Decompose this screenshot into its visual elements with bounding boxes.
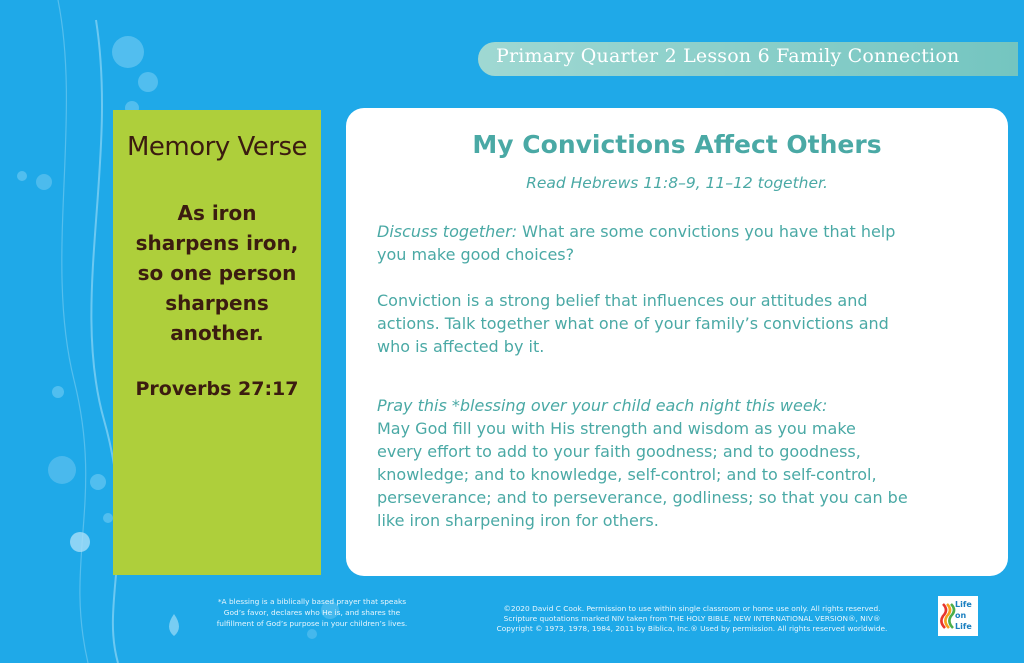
memory-verse-heading: Memory Verse [127,132,307,162]
copyright-line: Scripture quotations marked NIV taken from THE HOLY BIBLE, NEW INTERNATIONAL VERSION®, NIV® [503,614,881,623]
life-on-life-logo [938,596,978,636]
discuss-text: What are some convictions you have that help [517,222,896,241]
copyright-line: ©2020 David C Cook. Permission to use within single classroom or home use only. All rights reserved. [503,604,881,613]
conviction-line: Conviction is a strong belief that influences our attitudes and [377,291,868,310]
memory-verse-text [113,198,321,348]
lesson-card [346,108,1008,576]
conviction-line: actions. Talk together what one of your family’s convictions and [377,314,889,333]
bubble [70,532,90,552]
bubble [52,386,64,398]
bubble [48,456,76,484]
copyright-line: Copyright © 1973, 1978, 1984, 2011 by Biblica, Inc.® Used by permission. All rights reserved worldwide. [496,624,888,633]
blessing-paragraph [377,394,987,532]
verse-line: another. [170,321,264,345]
bubble [36,174,52,190]
verse-line: As iron [177,201,257,225]
discuss-line [377,220,987,243]
memory-verse-reference: Proverbs 27:17 [135,378,299,400]
page-title: Primary Quarter 2 Lesson 6 Family Connection [496,45,960,67]
memory-verse-card [113,110,321,575]
blessing-line: knowledge; and to knowledge, self-control; and to self-control, [377,465,877,484]
drop [169,614,179,636]
pray-label-line [377,394,987,417]
conviction-paragraph [377,289,987,358]
logo-word: on [955,611,967,620]
discuss-paragraph [377,220,987,266]
lesson-title: My Convictions Affect Others [472,130,882,159]
blessing-line: perseverance; and to perseverance, godliness; so that you can be [377,488,908,507]
bubble [307,629,317,639]
conviction-line: who is affected by it. [377,337,545,356]
footnote-line: fulfillment of God’s purpose in your children’s lives. [216,619,408,628]
wave-line [58,0,88,663]
logo-text [955,599,972,632]
verse-line: sharpens iron, [135,231,299,255]
blessing-line: like iron sharpening iron for others. [377,511,659,530]
verse-line: sharpens [165,291,269,315]
blessing-line: May God fill you with His strength and wisdom as you make [377,419,856,438]
verse-line: so one person [137,261,297,285]
discuss-line: you make good choices? [377,245,575,264]
footnote-line: God’s favor, declares who He is, and shares the [223,608,401,617]
bubble [17,171,27,181]
bubble [112,36,144,68]
pray-label: Pray this *blessing over your child each night this week: [377,396,828,415]
lesson-subtitle: Read Hebrews 11:8–9, 11–12 together. [526,174,828,192]
copyright-notice [448,604,936,634]
bubble [138,72,158,92]
footnote-line: *A blessing is a biblically based prayer that speaks [217,597,407,606]
logo-word: Life [955,600,972,609]
blessing-line: every effort to add to your faith goodness; and to goodness, [377,442,861,461]
logo-word: Life [955,622,972,631]
discuss-label: Discuss together: [377,222,518,241]
blessing-footnote [196,596,428,629]
bubble [103,513,113,523]
bubble [90,474,106,490]
